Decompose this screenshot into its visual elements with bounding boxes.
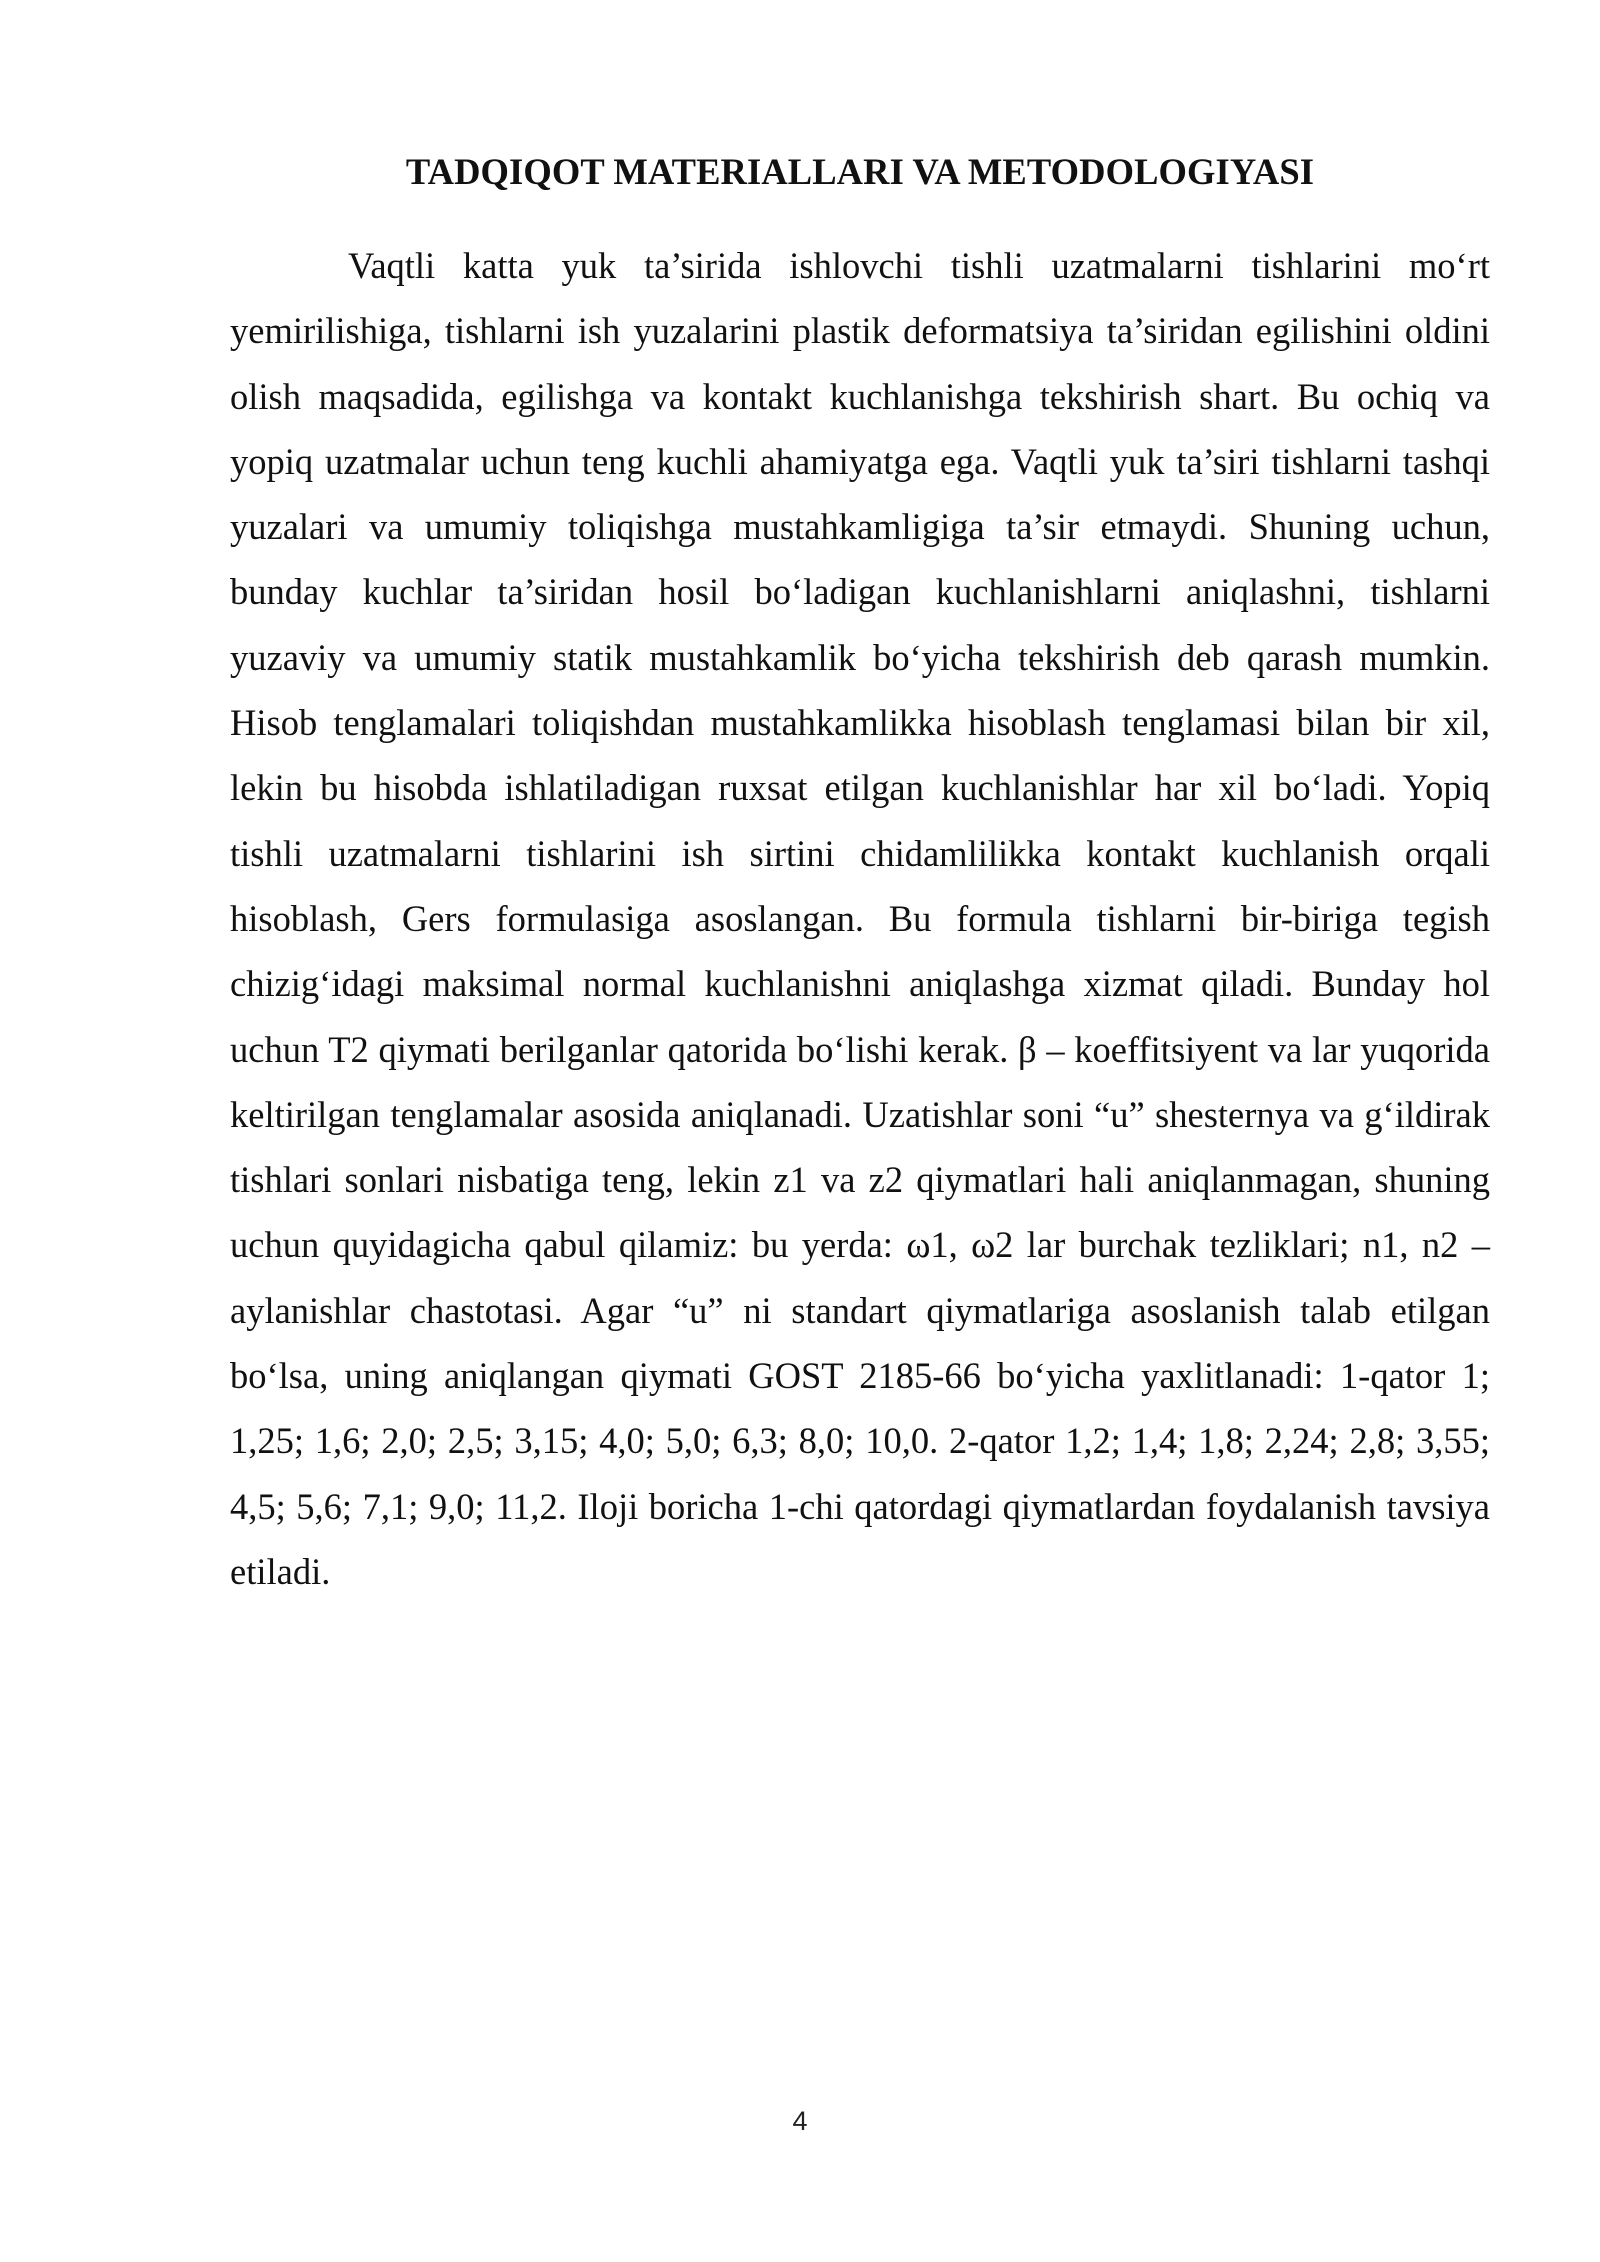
body-paragraph: Vaqtli katta yuk ta’sirida ishlovchi tishli uzatmalarni tishlarini mo‘rt yemirilishiga, tishlarni ish yuzalarini plastik deformatsiya ta’siridan egilishini oldini olish maqsadida, egilishga va kontakt kuchlanishga tekshirish shart. Bu ochiq va yopiq uzatmalar uchun teng kuchli ahamiyatga ega. Vaqtli yuk ta’siri tishlarni tashqi yuzalari va umumiy toliqishga mustahkamligiga ta’sir etmaydi. Shuning uchun, bunday kuchlar ta’siridan hosil bo‘ladigan kuchlanishlarni aniqlashni, tishlarni yuzaviy va umumiy statik mustahkamlik bo‘yicha tekshirish deb qarash mumkin. Hisob tenglamalari toliqishdan mustahkamlikka hisoblash tenglamasi bilan bir xil, lekin bu hisobda ishlatiladigan ruxsat etilgan kuchlanishlar har xil bo‘ladi. Yopiq tishli uzatmalarni tishlarini ish sirtini chidamlilikka kontakt kuchlanish orqali hisoblash, Gers formulasiga asoslangan. Bu formula tishlarni bir-biriga tegish chizig‘idagi maksimal normal kuchlanishni aniqlashga xizmat qiladi. Bunday hol uchun T2 qiymati berilganlar qatorida bo‘lishi kerak. β – koeffitsiyent va lar yuqorida keltirilgan tenglamalar asosida aniqlanadi. Uzatishlar soni “u” shesternya va g‘ildirak tishlari sonlari nisbatiga teng, lekin z1 va z2 qiymatlari hali aniqlanmagan, shuning uchun quyidagicha qabul qilamiz: bu yerda: ω1, ω2 lar burchak tezliklari; n1, n2 – aylanishlar chastotasi. Agar “u” ni standart qiymatlariga asoslanish talab etilgan bo‘lsa, uning aniqlangan qiymati GOST 2185-66 bo‘yicha yaxlitlanadi: 1-qator 1; 1,25; 1,6; 2,0; 2,5; 3,15; 4,0; 5,0; 6,3; 8,0; 10,0. 2-qator 1,2; 1,4; 1,8; 2,24; 2,8; 3,55; 4,5; 5,6; 7,1; 9,0; 11,2. Iloji boricha 1-chi qatordagi qiymatlardan foydalanish tavsiya etiladi. — [230, 245, 1490, 1592]
page-number: 4 — [792, 2106, 808, 2136]
section-heading: TADQIQOT MATERIALLARI VA METODOLOGIYASI — [405, 151, 1315, 192]
